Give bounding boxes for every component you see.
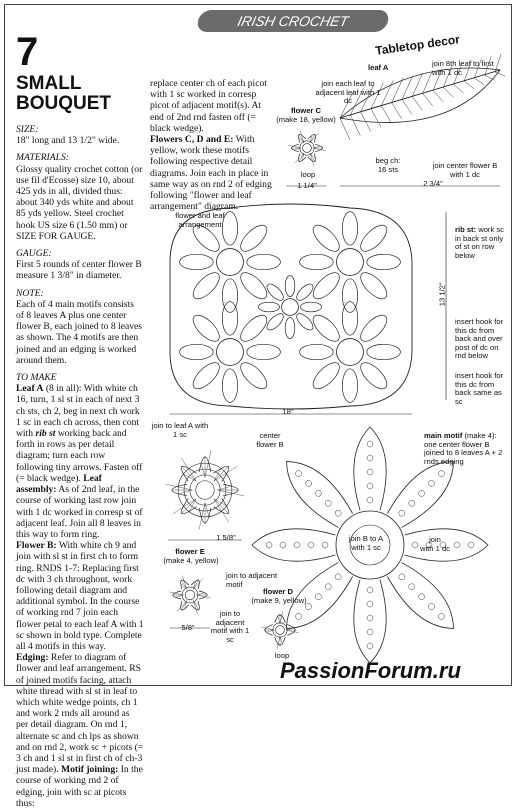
picot — [280, 542, 286, 548]
to-make-heading: TO MAKE — [16, 372, 57, 384]
ring — [185, 590, 195, 600]
flower-c-dim: 1 1/4" — [297, 181, 317, 190]
edging-outline — [170, 204, 412, 409]
picot — [305, 480, 311, 486]
insert-hook-legend-2: insert hook for this dc from back same as sc — [455, 371, 504, 406]
stitch — [280, 611, 283, 624]
picot — [367, 587, 373, 593]
stitch — [193, 580, 199, 590]
note-text: Each of 4 main motifs consists of 8 leaves A plus one center flower B, each joined to 8 leaves as shown. The 4 motifs are then joined and an edging is worked around them. — [16, 298, 143, 366]
flower-b-heading: Flower B: — [16, 540, 57, 552]
flower-e-dim: 5/8" — [181, 623, 195, 632]
leaf — [309, 358, 344, 393]
continued-text: replace center ch of each picot with 1 sc worked in corresp picot of adjacent motif(s). At end of 2nd rnd fasten off (= black wedge). — [150, 78, 267, 134]
motif-leaf — [354, 427, 386, 510]
leaf — [259, 302, 280, 312]
leaf — [189, 268, 224, 303]
picot — [429, 480, 435, 486]
picot — [315, 594, 321, 600]
arrangement-diagram — [170, 204, 412, 409]
rib — [474, 78, 484, 84]
leaf — [285, 276, 295, 297]
picot — [296, 613, 302, 619]
center-flower-b-label: center flower B — [256, 431, 284, 449]
size-heading: SIZE: — [16, 124, 39, 135]
picot — [399, 510, 405, 516]
rib — [464, 81, 474, 89]
motif-leaf — [354, 580, 386, 663]
leaf — [367, 344, 401, 359]
flower-e-diagram — [169, 576, 210, 615]
picot — [367, 629, 373, 635]
main-motif-heading: main motif — [424, 431, 463, 440]
picot — [438, 471, 444, 477]
rib — [423, 71, 433, 94]
flower-e-label: flower E — [175, 547, 205, 556]
flower-b-diagram — [166, 451, 245, 530]
rib-st-legend-text: work sc in back st only of st on row below — [455, 225, 504, 260]
stitch — [183, 474, 196, 481]
stitch — [214, 466, 237, 481]
leaf — [222, 279, 237, 313]
picot — [409, 584, 415, 590]
center-flower — [337, 249, 364, 276]
materials-heading: MATERIALS: — [16, 152, 69, 164]
leaf — [236, 221, 271, 256]
leaf — [300, 344, 334, 359]
edging-heading: Edging: — [16, 652, 49, 664]
gauge-heading: GAUGE: — [16, 248, 52, 260]
leaf — [247, 254, 281, 269]
leaf — [264, 281, 286, 303]
picot — [325, 584, 331, 590]
rib-st-legend — [455, 226, 511, 260]
center-flower — [217, 339, 244, 366]
leaf — [356, 358, 391, 393]
flower-b-text: With white ch 9 and join with sl st in first ch to form ring. RNDS 1-7: Replacing first dc with 3 ch throughout, work following detail diagram and additional symbol. In the course of working rnd 7 join each flower petal to each leaf A with 1 sc shown in bold type. Complete all 4 motifs in this way. — [16, 540, 144, 652]
join-b-to-a-label: join B to A with 1 sc — [348, 534, 384, 552]
leaf — [294, 281, 316, 303]
leaf — [222, 302, 237, 336]
with-1dc-label: with 1 dc — [420, 544, 450, 553]
leaf — [264, 311, 286, 333]
rib — [381, 106, 391, 123]
picot — [367, 643, 373, 649]
stitch — [277, 636, 280, 649]
insert-hook-legend-1: insert hook for this dc from back and over post of dc on rnd below — [455, 317, 504, 361]
section-subtitle: Tabletop decor — [374, 32, 461, 58]
rib — [340, 118, 350, 140]
picot — [438, 613, 444, 619]
picot — [367, 601, 373, 607]
picot — [322, 542, 328, 548]
leaf — [285, 318, 295, 339]
leaf-a-dim: 2 3/4" — [423, 179, 443, 188]
picot — [335, 510, 341, 516]
motif-joining-heading: Motif joining: — [61, 764, 119, 776]
center-flower — [217, 249, 244, 276]
center-flower — [282, 299, 299, 316]
picot — [409, 500, 415, 506]
leaf — [356, 311, 391, 346]
leaf — [189, 311, 224, 346]
main-motif-text: (make 4): one center flower B joined to 8 leaves A + 2 rnds edging — [424, 431, 503, 466]
rib — [402, 76, 413, 100]
picot — [367, 483, 373, 489]
picot — [308, 542, 314, 548]
ring — [273, 623, 287, 637]
flower-c-sub-label: (make 18, yellow) — [276, 115, 336, 124]
join-label: join — [429, 535, 441, 544]
flower-d-sub-label: (make 9, yellow) — [251, 596, 307, 605]
materials-text: Glossy quality crochet cotton (or use fil d'Ecosse) size 10, about 425 yds in all, divided thus: about 340 yds white and about 85 yds yellow. Steel crochet hook US size 6 (1.50 mm) or SIZE FOR GAUGE. — [16, 163, 143, 242]
stitch — [189, 499, 196, 512]
ring — [196, 481, 214, 499]
pattern-number: 7 — [16, 30, 39, 74]
ring — [276, 626, 285, 635]
center-flower — [337, 339, 364, 366]
flowers-cde-text: With yellow, work these motifs following respective detail diagrams. Join each in place in same way as on rnd 2 of edging following "flower and leaf arrangement" diagram. — [150, 134, 272, 213]
ring — [300, 141, 314, 155]
leaf — [356, 268, 391, 303]
picot — [419, 594, 425, 600]
picot — [468, 542, 474, 548]
section-banner: IRISH CROCHET — [196, 10, 391, 32]
join-center-b-label: join center flower B with 1 dc — [432, 161, 498, 179]
picot — [419, 490, 425, 496]
stitch — [261, 627, 274, 630]
leaf — [222, 369, 237, 403]
title-line-2: BOUQUET — [16, 93, 111, 114]
rib — [423, 93, 433, 105]
stitch — [205, 451, 211, 478]
motif-joining-text: In the course of working rnd 2 of edging, join with sc at picots thus: — [16, 764, 143, 809]
leaf — [356, 221, 391, 256]
leaf-a-heading: Leaf A — [16, 383, 44, 395]
leaf — [180, 344, 214, 359]
stitch — [214, 499, 227, 506]
leaf — [309, 268, 344, 303]
leaf-assembly-heading: Leaf assembly: — [16, 472, 102, 496]
leaf — [236, 268, 271, 303]
rib — [433, 90, 443, 101]
picot — [429, 604, 435, 610]
rib — [350, 115, 360, 136]
join-each-leaf-label: join each leaf to adjacent leaf with 1 dc — [315, 79, 381, 106]
stitch — [310, 134, 315, 143]
stitch — [286, 630, 299, 633]
rib — [454, 84, 464, 93]
stitch — [218, 490, 245, 496]
flower-c-diagram — [288, 130, 326, 165]
picot — [454, 542, 460, 548]
leaf — [301, 302, 322, 312]
picot — [315, 490, 321, 496]
picot — [296, 471, 302, 477]
flower-c-label: flower C — [291, 106, 321, 115]
note-heading: NOTE: — [16, 287, 44, 299]
leaf-a-label: leaf A — [368, 63, 389, 72]
flower-d-label: flower D — [263, 587, 293, 596]
rib — [443, 87, 453, 97]
rib — [392, 78, 403, 103]
leaf — [309, 221, 344, 256]
leaf — [180, 254, 214, 269]
leaf-assembly-text: As of 2nd leaf, in the course of working last row join with 1 dc worked in corresp st of adjacent leaf. Join all 8 leaves in this way to form ring. — [16, 484, 143, 540]
flower-b-dim: 1 5/8" — [216, 533, 236, 542]
leaf — [342, 369, 357, 403]
edging-text: Refer to diagram of flower and leaf arrangement. RS of joined motifs facing, attach white thread with sl st in leaf to which white wedge points, ch 1 and work 2 rnds all around as per detail diagram. On rnd 1, alternate sc and ch lps as shown and on rnd 2, work sc + picots (= 3 ch and 1 sl st in first ch of ch-3 just made). — [16, 652, 144, 776]
picot — [367, 497, 373, 503]
rib — [392, 103, 402, 119]
picot — [399, 574, 405, 580]
ring — [303, 144, 312, 153]
beg-ch-label: beg ch: — [375, 156, 401, 165]
picot — [294, 542, 300, 548]
width-dim: 18" — [282, 407, 294, 416]
picot — [367, 455, 373, 461]
join-adjacent-label: join to adjacent motif — [226, 571, 278, 589]
beg-ch-sts-label: 16 sts — [377, 165, 399, 174]
loop-label: loop — [300, 170, 316, 179]
rib — [412, 97, 422, 111]
leaf-a-text-2: working back and forth in rows as per detail diagram; turn each row following tiny arrows. Fasten off (= black wedge). — [16, 428, 143, 484]
join-adjacent-sc-label: join to adjacent motif with 1 sc — [210, 609, 250, 644]
title-line-1: SMALL — [16, 73, 82, 94]
leaf — [236, 311, 271, 346]
flower-e-sub-label: (make 4, yellow) — [163, 556, 219, 565]
stitch — [299, 153, 304, 162]
arrangement-label: flower and leaf arrangement — [175, 211, 225, 229]
ring — [182, 587, 198, 603]
leaf — [309, 311, 344, 346]
height-dim: 13 1/2" — [437, 282, 447, 307]
rib — [371, 109, 381, 127]
picot — [266, 542, 272, 548]
stitch — [181, 458, 196, 481]
stitch — [199, 503, 205, 530]
picot — [335, 574, 341, 580]
leaf — [189, 358, 224, 393]
picot — [367, 441, 373, 447]
join-8th-leaf-label: join 8th leaf to first with 1 dc — [432, 59, 494, 77]
watermark: PassionForum.ru — [280, 658, 461, 683]
gauge-text: First 5 rounds of center flower B measure 1 3/8" in diameter. — [16, 259, 142, 282]
leaf — [294, 311, 316, 333]
leaf — [367, 254, 401, 269]
leaf — [342, 302, 357, 336]
flowers-cde-heading: Flowers C, D and E: — [150, 134, 234, 146]
stitch — [173, 499, 196, 514]
rib — [402, 100, 412, 115]
join-leaf-a-label: join to leaf A with 1 sc — [151, 421, 209, 439]
picot — [325, 500, 331, 506]
flower-d-diagram — [261, 611, 299, 649]
rib-st-term: rib st — [35, 428, 56, 440]
leaf — [342, 279, 357, 313]
flower-d-loop-label: loop — [274, 651, 290, 660]
stitch — [166, 484, 193, 490]
size-text: 18" long and 13 1/2" wide. — [16, 135, 120, 147]
stitch — [214, 468, 221, 481]
picot — [367, 615, 373, 621]
motif-leaf — [252, 529, 335, 561]
stitch — [214, 499, 229, 522]
leaf — [300, 254, 334, 269]
leaf — [247, 344, 281, 359]
stitch — [181, 601, 187, 611]
leaf-a-text: (8 in all): With white ch 16, turn, 1 sl st in each of next 3 ch sts, ch 2, beg in next ch work 1 sc in each ch across, then cont with — [16, 383, 140, 440]
leaf — [236, 358, 271, 393]
main-motif-legend — [424, 432, 510, 466]
picot — [367, 469, 373, 475]
rib-st-legend-heading: rib st: — [455, 225, 477, 234]
leaf — [342, 212, 357, 246]
